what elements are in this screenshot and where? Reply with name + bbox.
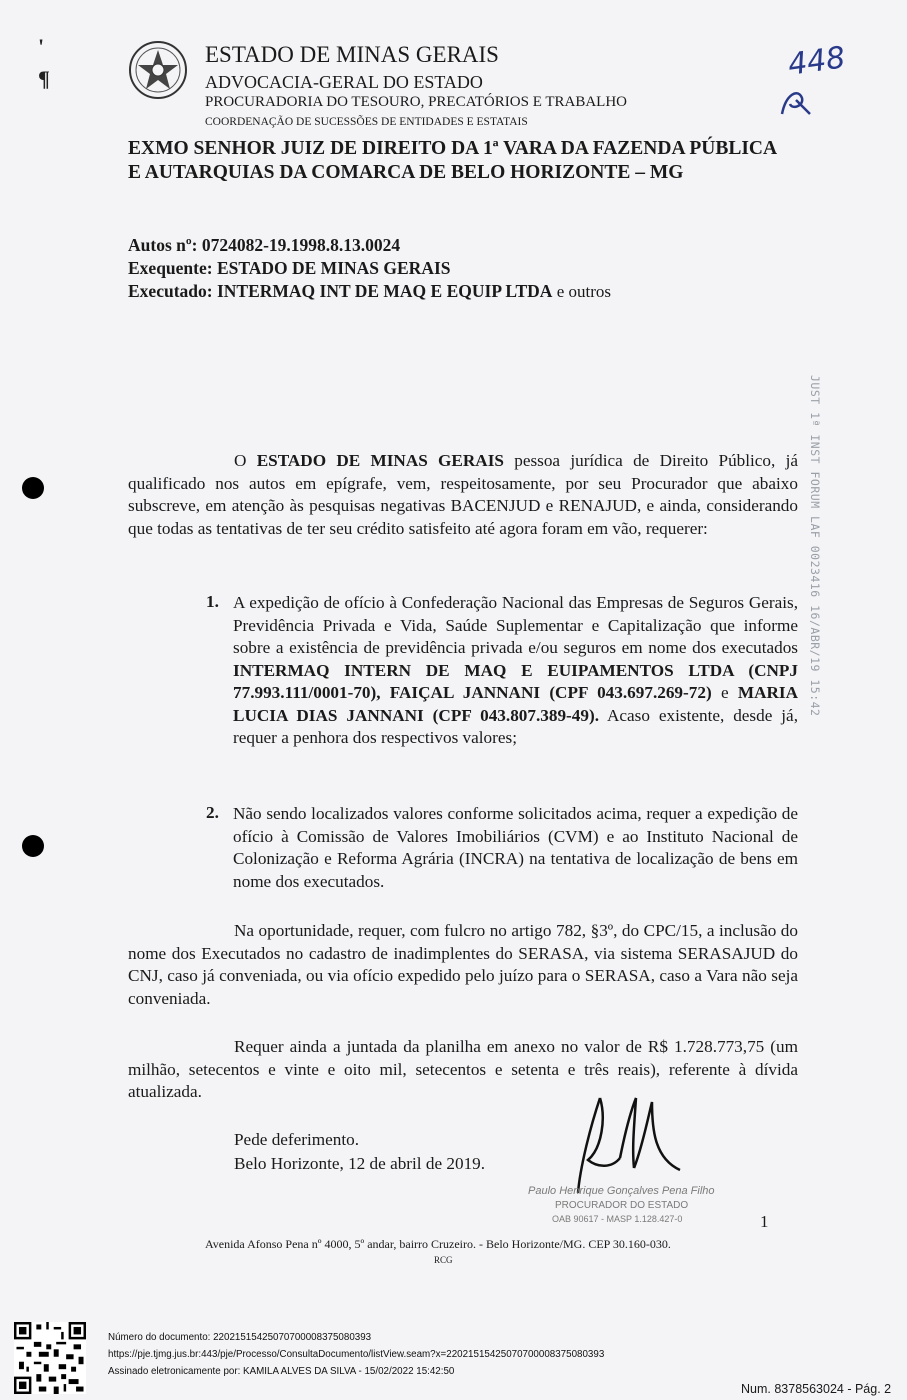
item1-paragraph bbox=[233, 592, 798, 750]
header-agency: ADVOCACIA-GERAL DO ESTADO bbox=[205, 72, 483, 92]
item2-number: 2. bbox=[206, 803, 219, 822]
intro-pre: O bbox=[234, 451, 257, 470]
header-coordination: COORDENAÇÃO DE SUCESSÕES DE ENTIDADES E ESTATAIS bbox=[205, 116, 528, 128]
signer-title: PROCURADOR DO ESTADO bbox=[555, 1200, 689, 1211]
signature-icon bbox=[560, 1088, 700, 1198]
case-executado-label: Executado: INTERMAQ INT DE MAQ E EQUIP LTDA bbox=[128, 281, 553, 301]
qr-code-icon bbox=[14, 1322, 86, 1394]
item1-text-a: A expedição de ofício à Confederação Nacional das Empresas de Seguros Gerais, Previdência Privada e Vida, Saúde Suplementar e Capitalização que informe sobre a existência de previdência privada e/ou seguros em nome dos executados bbox=[233, 593, 798, 657]
handwritten-initial-icon bbox=[776, 84, 816, 120]
case-executado bbox=[128, 280, 611, 303]
item1-text-d: MARIA LUCIA DIAS JANNANI (CPF 043.807.389-49). bbox=[233, 683, 798, 725]
intro-paragraph bbox=[128, 450, 798, 540]
signed-by: Assinado eletronicamente por: KAMILA ALVES DA SILVA - 15/02/2022 15:42:50 bbox=[108, 1366, 455, 1377]
footer-address: Avenida Afonso Pena nº 4000, 5º andar, bairro Cruzeiro. - Belo Horizonte/MG. CEP 30.160-030. bbox=[205, 1237, 671, 1251]
num-page: Num. 8378563024 - Pág. 2 bbox=[741, 1382, 892, 1396]
header-department: PROCURADORIA DO TESOURO, PRECATÓRIOS E TRABALHO bbox=[205, 94, 627, 110]
page-number: 1 bbox=[760, 1212, 769, 1231]
doc-number: Número do documento: 22021515425070700008375080393 bbox=[108, 1332, 372, 1343]
ink-mark: ¶ bbox=[38, 66, 50, 91]
handwritten-page-number: 448 bbox=[785, 40, 848, 83]
intro-post: pessoa jurídica de Direito Público, já qualificado nos autos em epígrafe, vem, respeitosamente, por seu Procurador que abaixo subscreve, em atenção às pesquisas negativas BACENJUD e RENAJUD, e ainda, considerando que todas as tentativas de ter seu crédito satisfeito até agora foram em vão, requerer: bbox=[128, 451, 798, 538]
addressee-line2: E AUTARQUIAS DA COMARCA DE BELO HORIZONTE – MG bbox=[128, 162, 684, 183]
footer-initials: RCG bbox=[434, 1255, 453, 1265]
signer-name: Paulo Henrique Gonçalves Pena Filho bbox=[528, 1185, 715, 1197]
protocol-stamp: JUST 1ª INST FORUM LAF 0023416 16/ABR/19 15:42 bbox=[808, 375, 822, 717]
addressee bbox=[128, 137, 808, 185]
closing-date: Belo Horizonte, 12 de abril de 2019. bbox=[234, 1154, 486, 1173]
item1-text-e: Acaso existente, desde já, requer a penhora dos respectivos valores; bbox=[233, 705, 798, 747]
header-state: ESTADO DE MINAS GERAIS bbox=[205, 42, 499, 67]
closing-request: Pede deferimento. bbox=[234, 1130, 360, 1149]
item2-paragraph: Não sendo localizados valores conforme solicitados acima, requer a expedição de ofício à Comissão de Valores Imobiliários (CVM) e ao Instituto Nacional de Colonização e Reforma Agrária (INCRA) na tentativa de localização de bens em nome dos executados. bbox=[233, 804, 798, 891]
paragraph-serasa: Na oportunidade, requer, com fulcro no artigo 782, §3º, do CPC/15, a inclusão do nome dos Executados no cadastro de inadimplentes do SERASA, via sistema SERASAJUD do CNJ, caso já conveniada, ou via ofício expedido pelo juízo para o SERASA, caso a Vara não seja conveniada. bbox=[128, 921, 798, 1008]
state-seal-icon bbox=[128, 40, 188, 100]
punch-hole bbox=[22, 835, 44, 857]
punch-hole bbox=[22, 477, 44, 499]
ink-mark: ' bbox=[38, 34, 45, 59]
case-number: Autos nº: 0724082-19.1998.8.13.0024 bbox=[128, 235, 401, 255]
case-executado-suffix: e outros bbox=[552, 282, 611, 301]
addressee-line1: EXMO SENHOR JUIZ DE DIREITO DA 1ª VARA DA FAZENDA PÚBLICA bbox=[128, 138, 778, 159]
doc-url[interactable]: https://pje.tjmg.jus.br:443/pje/Processo/ConsultaDocumento/listView.seam?x=22021515425070700008375080393 bbox=[108, 1349, 605, 1360]
signer-ids: OAB 90617 - MASP 1.128.427-0 bbox=[552, 1214, 683, 1224]
paragraph-planilha: Requer ainda a juntada da planilha em anexo no valor de R$ 1.728.773,75 (um milhão, setecentos e vinte e oito mil, setecentos e setenta e três reais), referente à dívida atualizada. bbox=[128, 1037, 798, 1101]
case-exequente: Exequente: ESTADO DE MINAS GERAIS bbox=[128, 258, 451, 278]
item1-number: 1. bbox=[206, 592, 219, 611]
intro-bold: ESTADO DE MINAS GERAIS bbox=[256, 451, 504, 470]
item1-text-b: INTERMAQ INTERN DE MAQ E EUIPAMENTOS LTDA (CNPJ 77.993.111/0001-70), FAIÇAL JANNANI (CPF 043.697.269-72) bbox=[233, 660, 798, 702]
item1-text-c: e bbox=[711, 683, 738, 702]
